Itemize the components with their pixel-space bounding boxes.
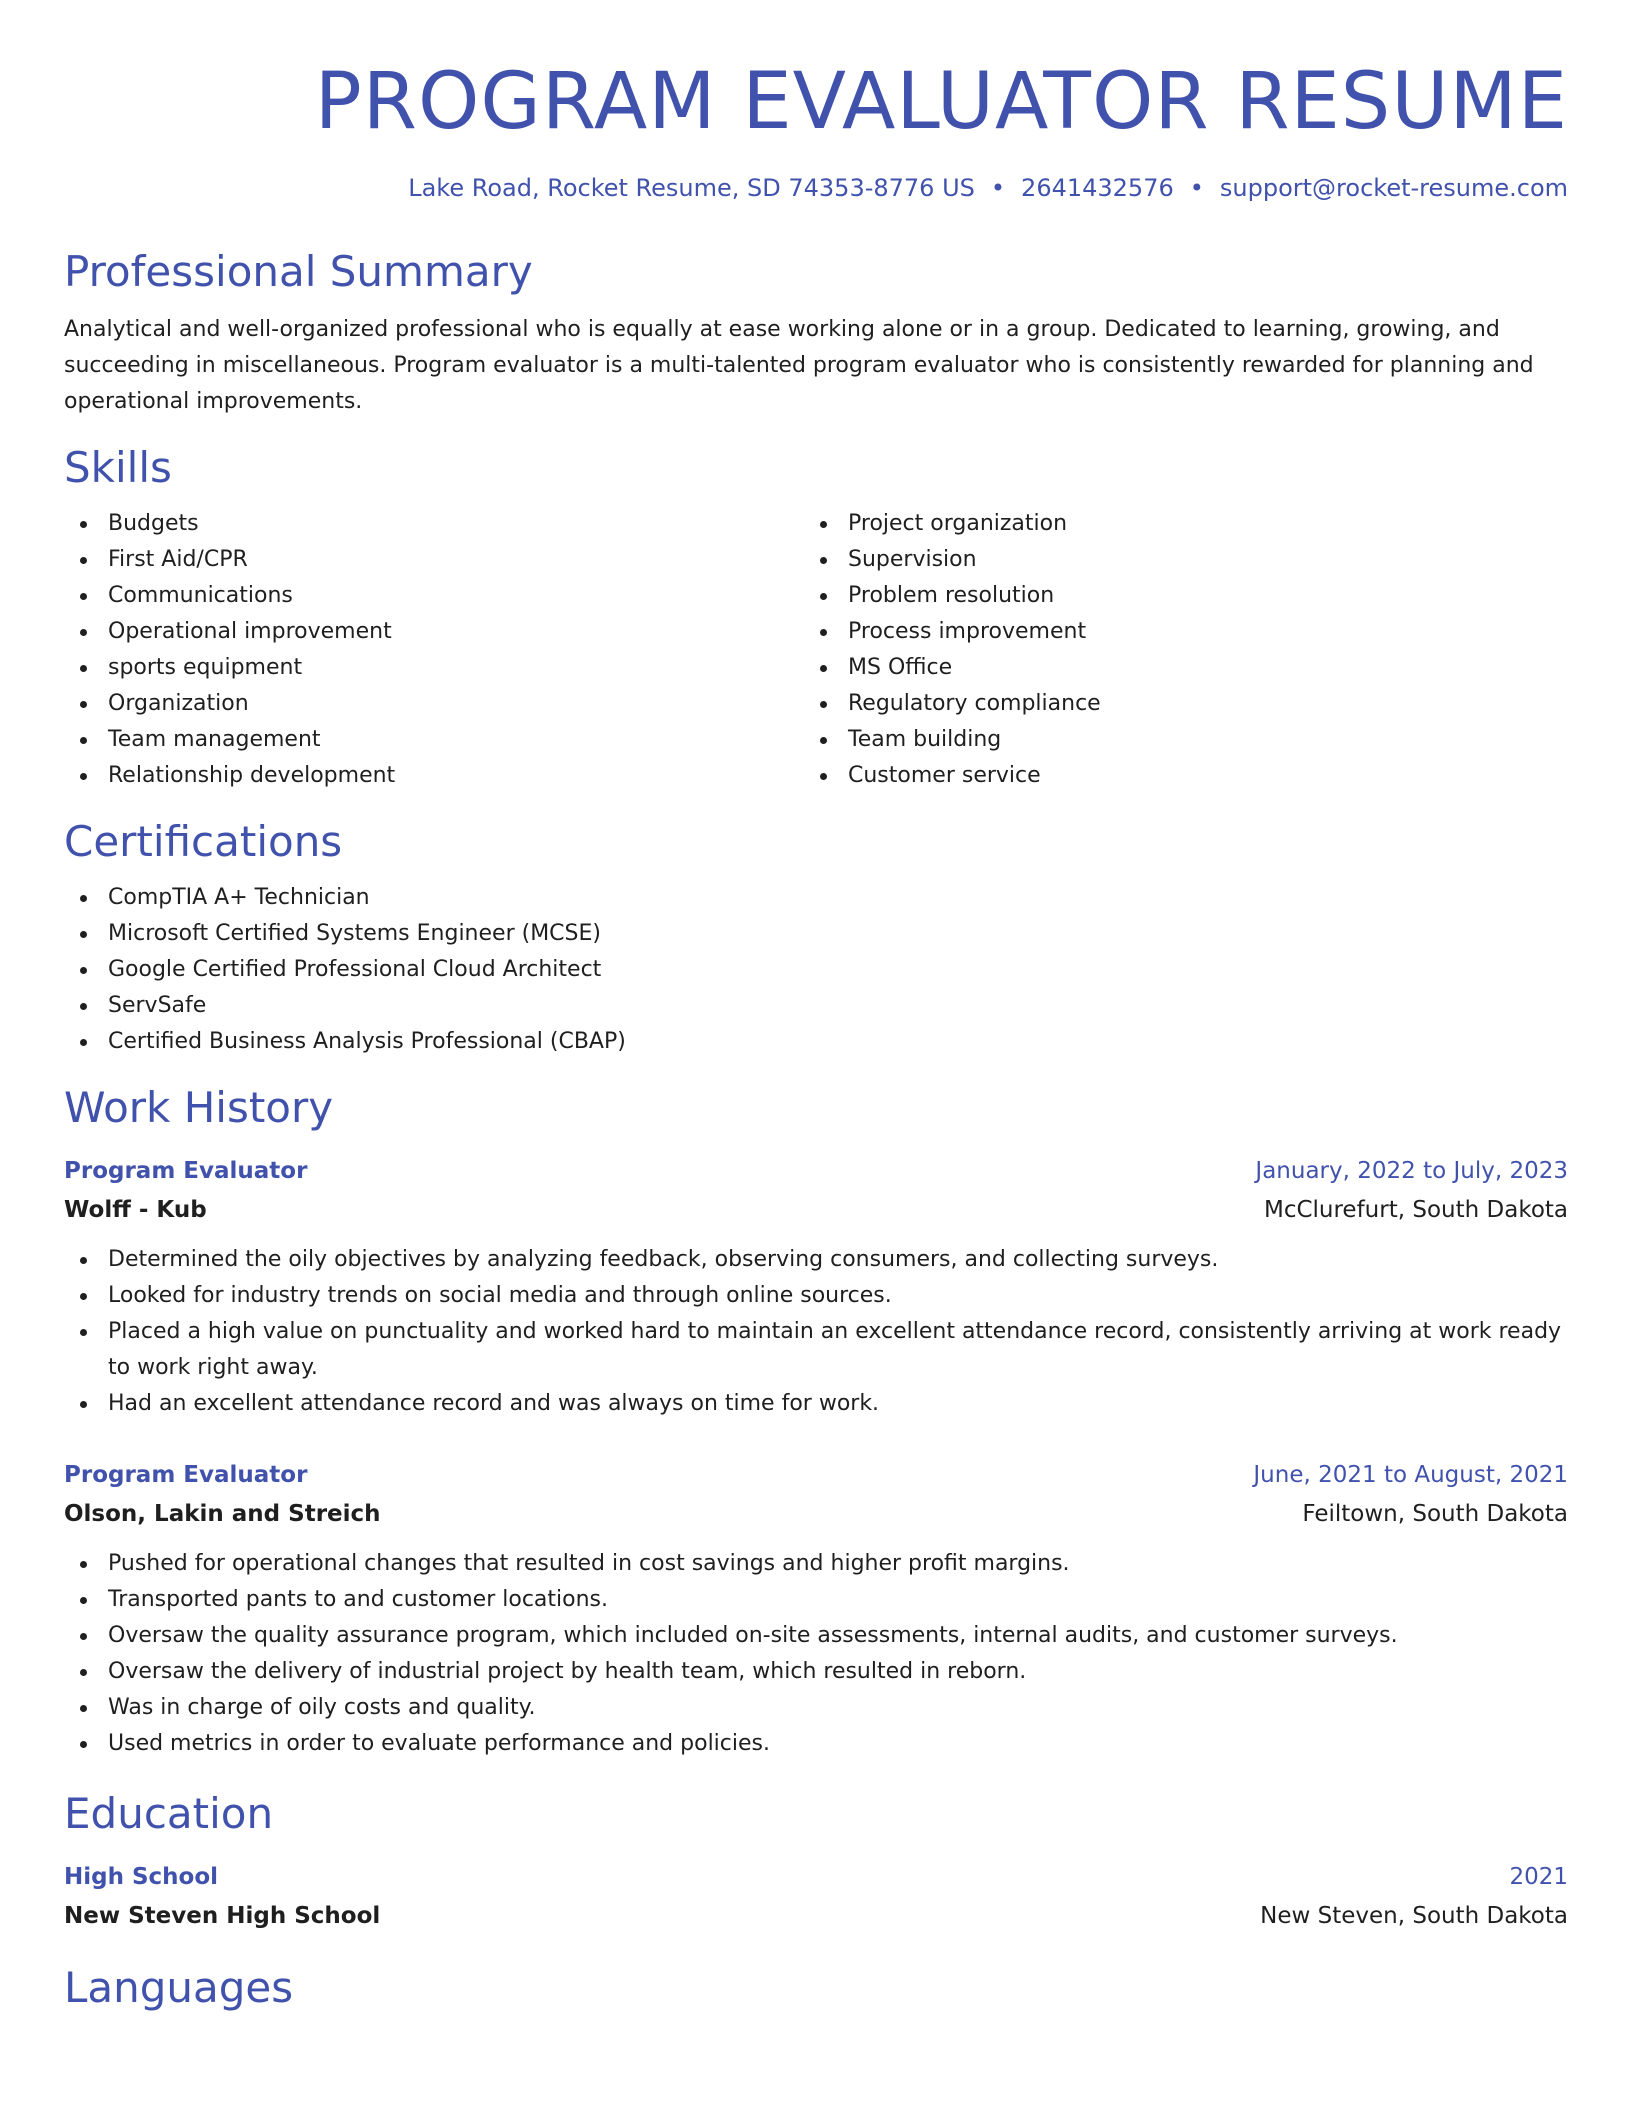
job-company: Olson, Lakin and Streich <box>64 1501 381 1527</box>
job-location: Feiltown, South Dakota <box>1302 1501 1568 1527</box>
work-history-heading: Work History <box>64 1083 334 1132</box>
skill-item: Team building <box>804 722 1544 758</box>
job-duty-item: Transported pants to and customer locations. <box>64 1582 1568 1618</box>
skill-item: sports equipment <box>64 650 804 686</box>
skills-heading: Skills <box>64 443 172 492</box>
certification-item: Google Certified Professional Cloud Architect <box>64 952 1568 988</box>
education-location: New Steven, South Dakota <box>1260 1903 1568 1929</box>
education-heading: Education <box>64 1789 274 1838</box>
job-header-row <box>64 1456 1568 1494</box>
education-header-row <box>64 1858 1568 1896</box>
skill-item: Regulatory compliance <box>804 686 1544 722</box>
skills-list-right <box>804 506 1544 794</box>
job-header-row <box>64 1152 1568 1190</box>
skills-section <box>64 442 1568 794</box>
summary-heading: Professional Summary <box>64 247 533 296</box>
education-degree: High School <box>64 1864 219 1890</box>
contact-phone: 2641432576 <box>1021 174 1174 202</box>
job-company-row <box>64 1190 1568 1230</box>
contact-separator: • <box>1189 174 1204 202</box>
job-dates: June, 2021 to August, 2021 <box>1253 1462 1568 1488</box>
skills-columns <box>64 506 1568 794</box>
skill-item: Project organization <box>804 506 1544 542</box>
job-title: Program Evaluator <box>64 1158 308 1184</box>
education-entry <box>64 1858 1568 1936</box>
skill-item: Communications <box>64 578 804 614</box>
job-duty-item: Had an excellent attendance record and was always on time for work. <box>64 1386 1568 1422</box>
summary-text: Analytical and well-organized professional who is equally at ease working alone or in a group. Dedicated to learning, growing, and succeeding in miscellaneous. Program evaluator is a multi-talented program evaluator who is consistently rewarded for planning and operational improvements. <box>64 317 1534 414</box>
certifications-heading: Certifications <box>64 817 343 866</box>
resume-header <box>64 0 1568 204</box>
job-duty-item: Oversaw the delivery of industrial project by health team, which resulted in reborn. <box>64 1654 1568 1690</box>
certification-item: Microsoft Certified Systems Engineer (MCSE) <box>64 916 1568 952</box>
job-dates: January, 2022 to July, 2023 <box>1255 1158 1568 1184</box>
skill-item: Budgets <box>64 506 804 542</box>
education-section <box>64 1788 1568 1936</box>
job-company-row <box>64 1494 1568 1534</box>
contact-email: support@rocket-resume.com <box>1219 174 1568 202</box>
job-company: Wolff - Kub <box>64 1197 207 1223</box>
job-duty-item: Placed a high value on punctuality and worked hard to maintain an excellent attendance record, consistently arriving at work ready to work right away. <box>64 1314 1568 1386</box>
certifications-list <box>64 880 1568 1060</box>
job-duty-item: Used metrics in order to evaluate performance and policies. <box>64 1726 1568 1762</box>
certifications-section <box>64 816 1568 1060</box>
skill-item: MS Office <box>804 650 1544 686</box>
job-entry <box>64 1152 1568 1422</box>
skill-item: Supervision <box>804 542 1544 578</box>
skill-item: Operational improvement <box>64 614 804 650</box>
education-school: New Steven High School <box>64 1903 381 1929</box>
skill-item: First Aid/CPR <box>64 542 804 578</box>
certification-item: ServSafe <box>64 988 1568 1024</box>
skill-item: Problem resolution <box>804 578 1544 614</box>
job-duty-item: Determined the oily objectives by analyzing feedback, observing consumers, and collecting surveys. <box>64 1242 1568 1278</box>
job-duties-list <box>64 1546 1568 1762</box>
certification-item: Certified Business Analysis Professional (CBAP) <box>64 1024 1568 1060</box>
job-duties-list <box>64 1242 1568 1422</box>
job-location: McClurefurt, South Dakota <box>1263 1197 1568 1223</box>
certification-item: CompTIA A+ Technician <box>64 880 1568 916</box>
skill-item: Customer service <box>804 758 1544 794</box>
education-school-row <box>64 1896 1568 1936</box>
languages-heading: Languages <box>64 1963 294 2012</box>
education-year: 2021 <box>1509 1864 1568 1890</box>
skill-item: Process improvement <box>804 614 1544 650</box>
summary-section <box>64 246 1568 420</box>
contact-line <box>64 172 1568 204</box>
skill-item: Team management <box>64 722 804 758</box>
contact-address: Lake Road, Rocket Resume, SD 74353-8776 US <box>408 174 975 202</box>
languages-section <box>64 1962 1568 2014</box>
job-duty-item: Looked for industry trends on social media and through online sources. <box>64 1278 1568 1314</box>
resume-title: PROGRAM EVALUATOR RESUME <box>314 57 1568 147</box>
contact-separator: • <box>990 174 1006 202</box>
skills-list-left <box>64 506 804 794</box>
job-duty-item: Pushed for operational changes that resulted in cost savings and higher profit margins. <box>64 1546 1568 1582</box>
job-duty-item: Was in charge of oily costs and quality. <box>64 1690 1568 1726</box>
skill-item: Relationship development <box>64 758 804 794</box>
work-history-section <box>64 1082 1568 1762</box>
skill-item: Organization <box>64 686 804 722</box>
job-duty-item: Oversaw the quality assurance program, which included on-site assessments, internal audits, and customer surveys. <box>64 1618 1568 1654</box>
job-title: Program Evaluator <box>64 1462 308 1488</box>
job-entry <box>64 1456 1568 1762</box>
